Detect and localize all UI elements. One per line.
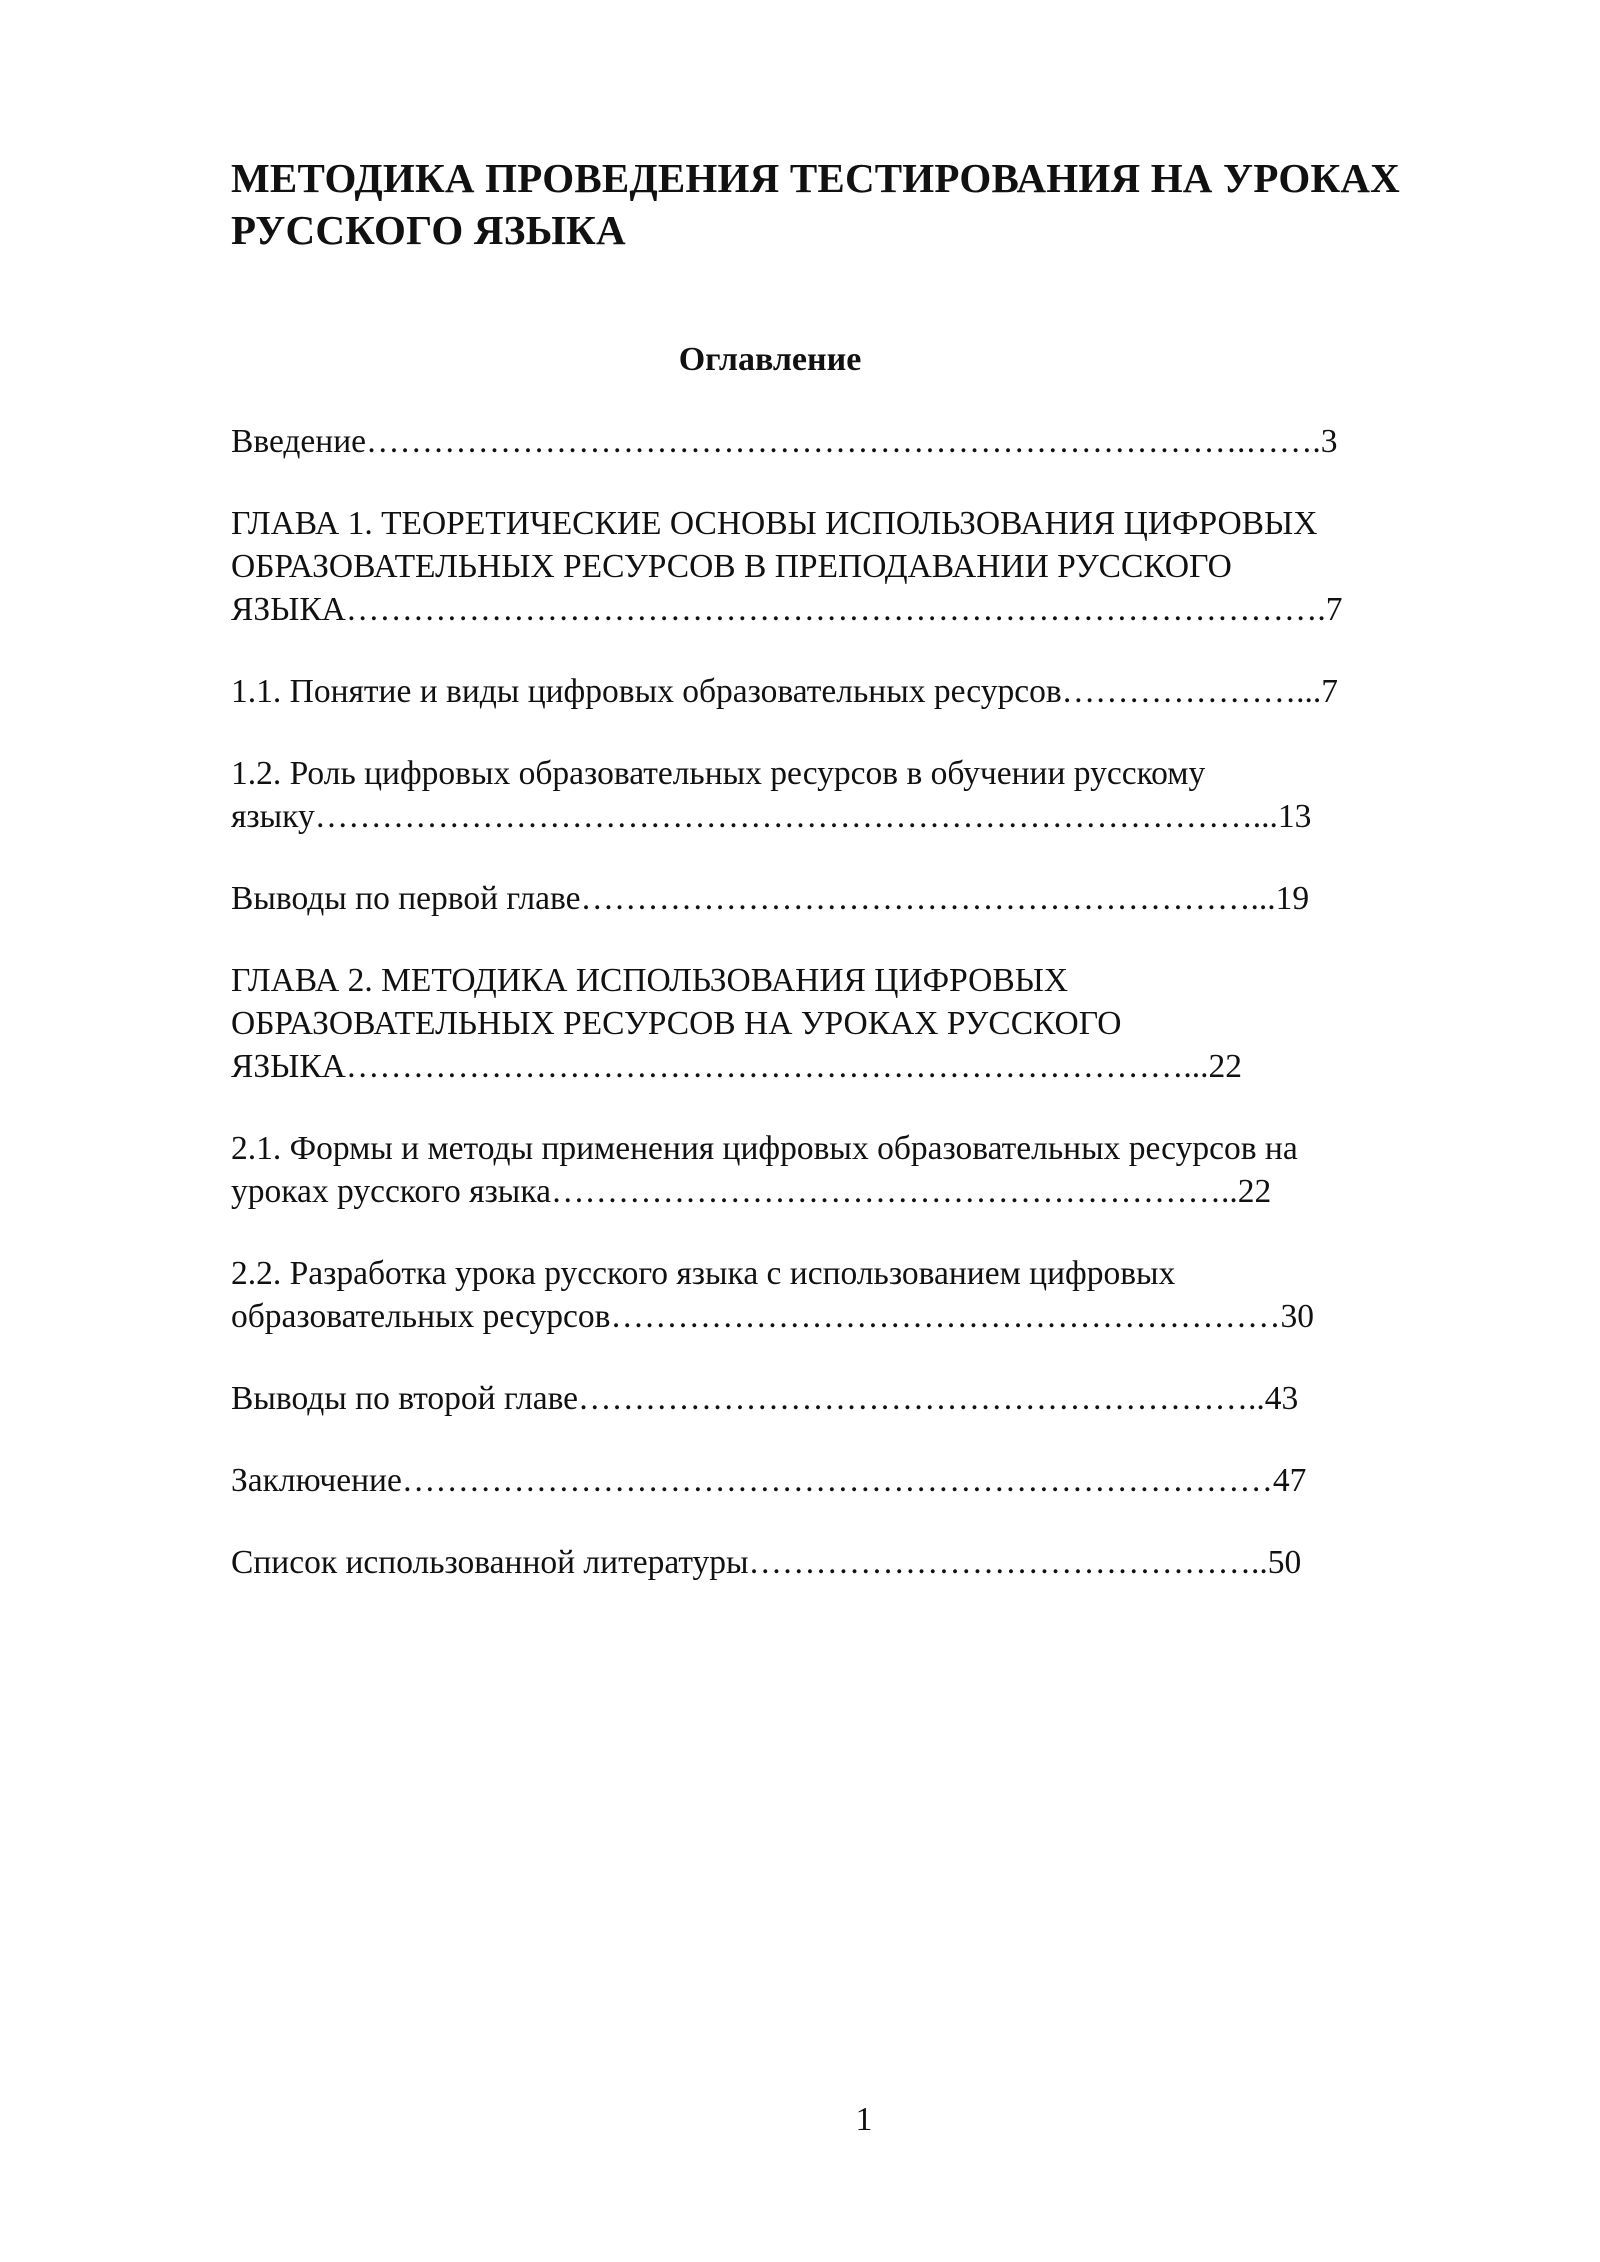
toc-entry-line: Выводы по первой главе……………………………………………………...19 (231, 880, 1310, 917)
toc-entry-line: Список использованной литературы………………………………………..50 (231, 1544, 1302, 1581)
toc-entry-line: 2.1. Формы и методы применения цифровых образовательных ресурсов на (231, 1130, 1298, 1167)
page-number: 1 (855, 2101, 873, 2138)
toc-entry-line: Заключение……………………………………………………………………47 (231, 1462, 1307, 1499)
toc-entry-line: ОБРАЗОВАТЕЛЬНЫХ РЕСУРСОВ В ПРЕПОДАВАНИИ РУССКОГО (231, 548, 1232, 585)
document-title (231, 152, 1531, 256)
toc-heading: Оглавление (678, 341, 862, 378)
toc-entry-line: уроках русского языка……………………………………………………..22 (231, 1173, 1272, 1210)
toc-entry-introduction[interactable] (231, 420, 1531, 463)
toc-entry-section-1-2[interactable] (231, 752, 1531, 838)
toc-entry-section-1-1[interactable] (231, 670, 1531, 713)
toc-entry-line: ГЛАВА 1. ТЕОРЕТИЧЕСКИЕ ОСНОВЫ ИСПОЛЬЗОВАНИЯ ЦИФРОВЫХ (231, 505, 1318, 542)
toc-entry-conclusions-chapter-1[interactable] (231, 877, 1531, 920)
toc-entry-line: ЯЗЫКА…………………………………………………………………...22 (231, 1048, 1243, 1085)
toc-entry-line: 2.2. Разработка урока русского языка с использованием цифровых (231, 1255, 1176, 1292)
toc-entry-section-2-2[interactable] (231, 1252, 1531, 1338)
toc-entry-line: ОБРАЗОВАТЕЛЬНЫХ РЕСУРСОВ НА УРОКАХ РУССКОГО (231, 1005, 1122, 1042)
toc-entry-conclusions-chapter-2[interactable] (231, 1377, 1531, 1420)
toc-entry-bibliography[interactable] (231, 1541, 1531, 1584)
document-title-line: РУССКОГО ЯЗЫКА (231, 207, 626, 253)
toc-entry-conclusion[interactable] (231, 1459, 1531, 1502)
toc-entry-line: Выводы по второй главе……………………………………………………..43 (231, 1380, 1299, 1417)
toc-entry-line: 1.2. Роль цифровых образовательных ресурсов в обучении русскому (231, 755, 1206, 792)
table-of-contents (231, 420, 1531, 1623)
document-title-line: МЕТОДИКА ПРОВЕДЕНИЯ ТЕСТИРОВАНИЯ НА УРОКАХ (231, 155, 1400, 201)
toc-entry-line: образовательных ресурсов……………………………………………………30 (231, 1298, 1314, 1335)
toc-entry-section-2-1[interactable] (231, 1127, 1531, 1213)
toc-entry-line: языку…………………………………………………………………………...13 (231, 798, 1312, 835)
toc-entry-line: ГЛАВА 2. МЕТОДИКА ИСПОЛЬЗОВАНИЯ ЦИФРОВЫХ (231, 962, 1069, 999)
toc-entry-line: 1.1. Понятие и виды цифровых образовательных ресурсов…………………...7 (231, 673, 1339, 710)
toc-entry-line: ЯЗЫКА…………………………………………………………………………….7 (231, 591, 1343, 628)
toc-entry-chapter-2[interactable] (231, 959, 1531, 1088)
toc-entry-line: Введение…………………………………………………………………….…….3 (231, 423, 1338, 460)
toc-entry-chapter-1[interactable] (231, 502, 1531, 631)
